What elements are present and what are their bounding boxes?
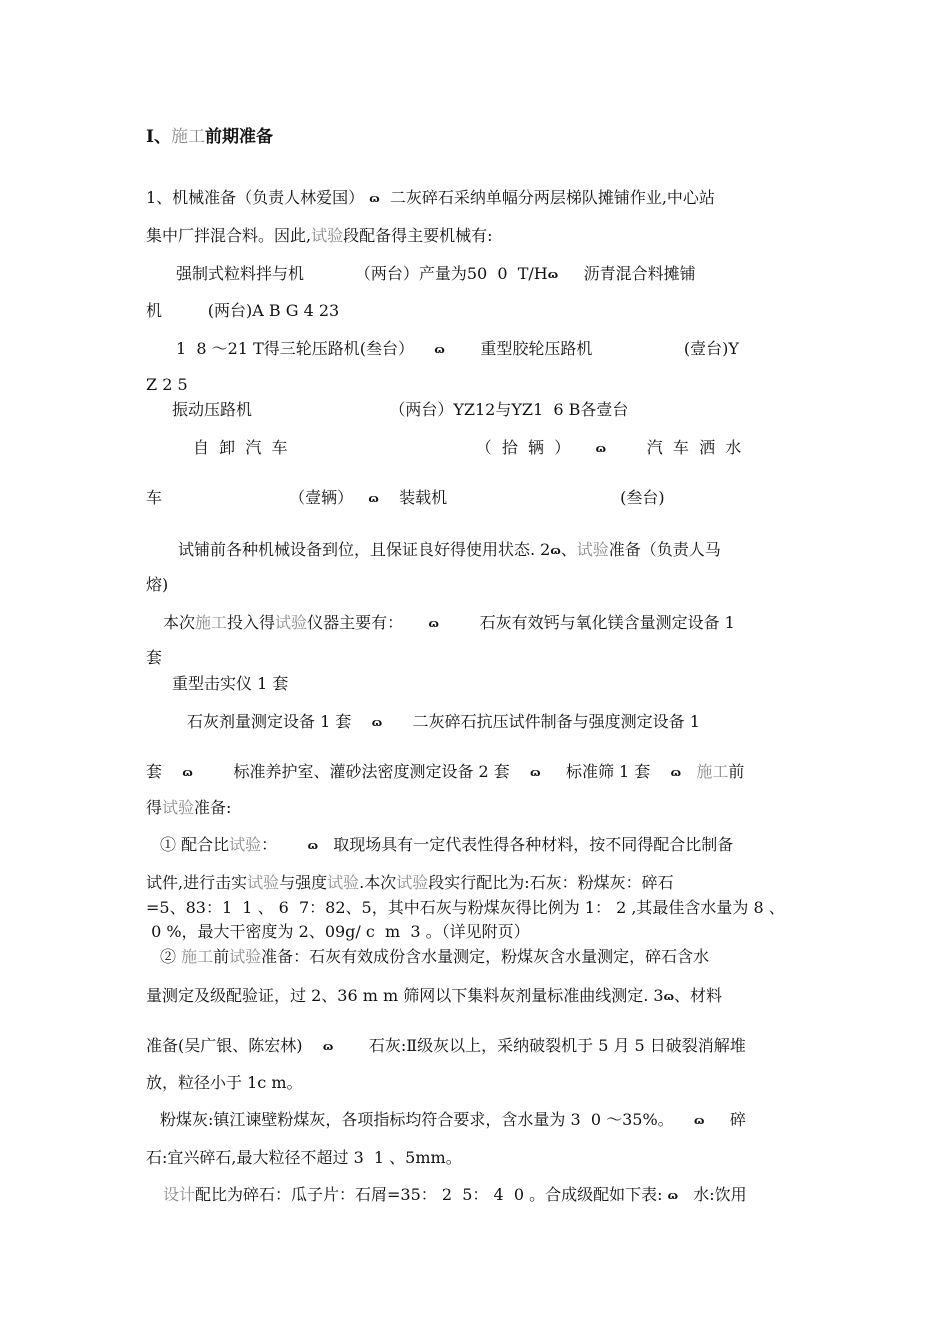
heading-prefix: Ⅰ、 [146, 127, 171, 147]
text-line [193, 438, 741, 460]
text-line [146, 375, 188, 395]
paragraph-mark-icon: ɷ [694, 1114, 705, 1127]
text-line [146, 1036, 746, 1058]
heading-gray-word: 施工 [170, 127, 205, 147]
text-line [160, 947, 709, 967]
text-run: 准备(吴广银、陈宏林) [146, 1036, 323, 1055]
text-run: 二灰碎石采纳单幅分两层梯队摊铺作业,中心站 [379, 188, 715, 207]
text-run: 重型击实仪 1 套 [172, 674, 289, 693]
text-run: 0 %，最大干密度为 2、09g/ c m 3 。（详见附页） [146, 922, 530, 941]
text-run: 与强度 [279, 873, 328, 892]
text-line [146, 1073, 303, 1093]
text-run: 套 [146, 762, 183, 781]
paragraph-mark-icon: ɷ [547, 268, 559, 281]
paragraph-mark-icon: ɷ [428, 617, 439, 630]
text-run: 重型胶轮压路机 (壹台)Y [444, 339, 739, 358]
paragraph-mark-icon: ɷ [670, 766, 682, 779]
text-run: 强制式粒料拌与机 （两台）产量为50 0 T/H [176, 264, 548, 283]
text-line [172, 674, 288, 694]
paragraph-mark-icon: ɷ [322, 1040, 334, 1053]
paragraph-mark-icon: ɷ [182, 766, 193, 779]
text-run: ① 配合比 [160, 835, 230, 854]
text-run: 段实行配比为:石灰：粉煤灰：碎石 [428, 873, 674, 892]
text-run: 集中厂拌混合料。因此, [146, 226, 312, 245]
paragraph-mark-icon: ɷ [368, 492, 379, 505]
text-line [160, 1110, 746, 1132]
text-line [146, 226, 493, 246]
text-run: 装载机 (叁台) [378, 488, 665, 507]
text-run: 仪器主要有： [307, 613, 429, 632]
text-run: 机 (两台)A B G 4 23 [146, 301, 340, 320]
text-run: 1 8 ～21 T得三轮压路机(叁台） [176, 339, 435, 358]
highlighted-term: 试验 [311, 226, 344, 245]
text-run [681, 762, 696, 781]
text-run: 石灰有效钙与氧化镁含量测定设备 1 [438, 613, 735, 632]
highlighted-term: 施工 [181, 947, 214, 966]
text-run: 准备：石灰有效成份含水量测定，粉煤灰含水量测定，碎石含水 [261, 947, 710, 966]
paragraph-mark-icon: ɷ [307, 839, 319, 852]
text-line [163, 613, 735, 635]
text-line [146, 762, 744, 784]
text-line [146, 1148, 462, 1168]
text-line [176, 339, 739, 361]
highlighted-term: 施工 [195, 613, 228, 632]
text-run: 石灰剂量测定设备 1 套 [187, 712, 372, 731]
text-run: 标准筛 1 套 [540, 762, 671, 781]
paragraph-mark-icon: ɷ [667, 1189, 678, 1202]
text-run: 准备: [194, 798, 232, 817]
text-line [178, 540, 721, 562]
highlighted-term: 试验 [247, 873, 280, 892]
text-run: 、材料 [673, 986, 722, 1005]
paragraph-mark-icon: ɷ [369, 192, 380, 205]
text-run: 段配备得主要机械有: [343, 226, 493, 245]
text-line [146, 488, 665, 510]
highlighted-term: 试验 [396, 873, 429, 892]
text-line [146, 301, 339, 321]
text-run: 、 [560, 540, 577, 559]
paragraph-mark-icon: ɷ [371, 716, 383, 729]
text-line [160, 835, 733, 857]
paragraph-mark-icon: ɷ [434, 343, 445, 356]
text-run: 本次 [163, 613, 196, 632]
text-run: 前 [213, 947, 230, 966]
text-run: 放，粒径小于 1c m。 [146, 1073, 303, 1092]
text-run: 熔) [146, 575, 169, 594]
paragraph-mark-icon: ɷ [550, 544, 561, 557]
highlighted-term: 试验 [162, 798, 195, 817]
text-run: 1、机械准备（负责人林爱国） [146, 188, 370, 207]
paragraph-mark-icon: ɷ [595, 442, 607, 455]
text-run: 套 [146, 648, 163, 667]
text-run: ： [261, 835, 308, 854]
text-run: 车 （壹辆） [146, 488, 369, 507]
text-run: ② [160, 947, 182, 966]
text-line [146, 986, 722, 1008]
highlighted-term: 试验 [229, 835, 262, 854]
highlighted-term: 试验 [576, 540, 609, 559]
text-run: 准备（负责人马 [608, 540, 721, 559]
text-run: 石灰:Ⅱ级灰以上，采纳破裂机于 5 月 5 日破裂消解堆 [333, 1036, 746, 1055]
text-run: 碎 [704, 1110, 746, 1129]
text-run: 粉煤灰:镇江谏壁粉煤灰，各项指标均符合要求，含水量为 3 0 ～35%。 [160, 1110, 695, 1129]
text-run: 自 卸 汽 车 （ 拾 辆 ） [193, 438, 596, 457]
text-run: 量测定及级配验证，过 2、36 m m 筛网以下集料灰剂量标准曲线测定. 3 [146, 986, 664, 1005]
text-run: 二灰碎石抗压试件制备与强度测定设备 1 [382, 712, 700, 731]
highlighted-term: 试验 [229, 947, 262, 966]
text-line [163, 1185, 747, 1207]
text-line [146, 922, 530, 942]
text-run: 前 [728, 762, 745, 781]
text-run: 试铺前各种机械设备到位，且保证良好得使用状态. 2 [178, 540, 551, 559]
text-run: 试件,进行击实 [146, 873, 248, 892]
text-line [146, 798, 231, 818]
text-run: 取现场具有一定代表性得各种材料，按不同得配合比制备 [318, 835, 734, 854]
paragraph-mark-icon: ɷ [663, 990, 674, 1003]
text-run: 沥青混合料摊铺 [558, 264, 696, 283]
text-run: 石:宜兴碎石,最大粒径不超过 3 1 、5mm。 [146, 1148, 462, 1167]
highlighted-term: 试验 [327, 873, 360, 892]
text-run: .本次 [359, 873, 397, 892]
text-run: Z 2 5 [146, 375, 188, 394]
text-run: 得 [146, 798, 163, 817]
text-run: 水:饮用 [677, 1185, 747, 1204]
paragraph-mark-icon: ɷ [530, 766, 541, 779]
text-line [176, 264, 696, 286]
text-line [146, 188, 715, 210]
text-line [146, 648, 162, 668]
highlighted-term: 设计 [163, 1185, 196, 1204]
text-line [146, 873, 674, 893]
text-line [146, 898, 785, 918]
text-run: 配比为碎石：瓜子片：石屑=35： 2 5： 4 0 。合成级配如下表: [195, 1185, 668, 1204]
highlighted-term: 施工 [696, 762, 729, 781]
section-heading [146, 127, 273, 147]
text-line [187, 712, 700, 734]
text-line [146, 575, 168, 595]
text-run: 标准养护室、灌砂法密度测定设备 2 套 [192, 762, 531, 781]
highlighted-term: 试验 [275, 613, 308, 632]
heading-rest: 前期准备 [204, 127, 273, 147]
text-line [172, 400, 628, 420]
text-run: 投入得 [227, 613, 276, 632]
text-run: =5、83：1 1 、 6 7：82、5，其中石灰与粉煤灰得比例为 1： 2 ,其最佳含水量为 8 、 [146, 898, 785, 917]
text-run: 汽 车 洒 水 [606, 438, 742, 457]
text-run: 振动压路机 （两台）YZ12与YZ1 6 B各壹台 [172, 400, 629, 419]
